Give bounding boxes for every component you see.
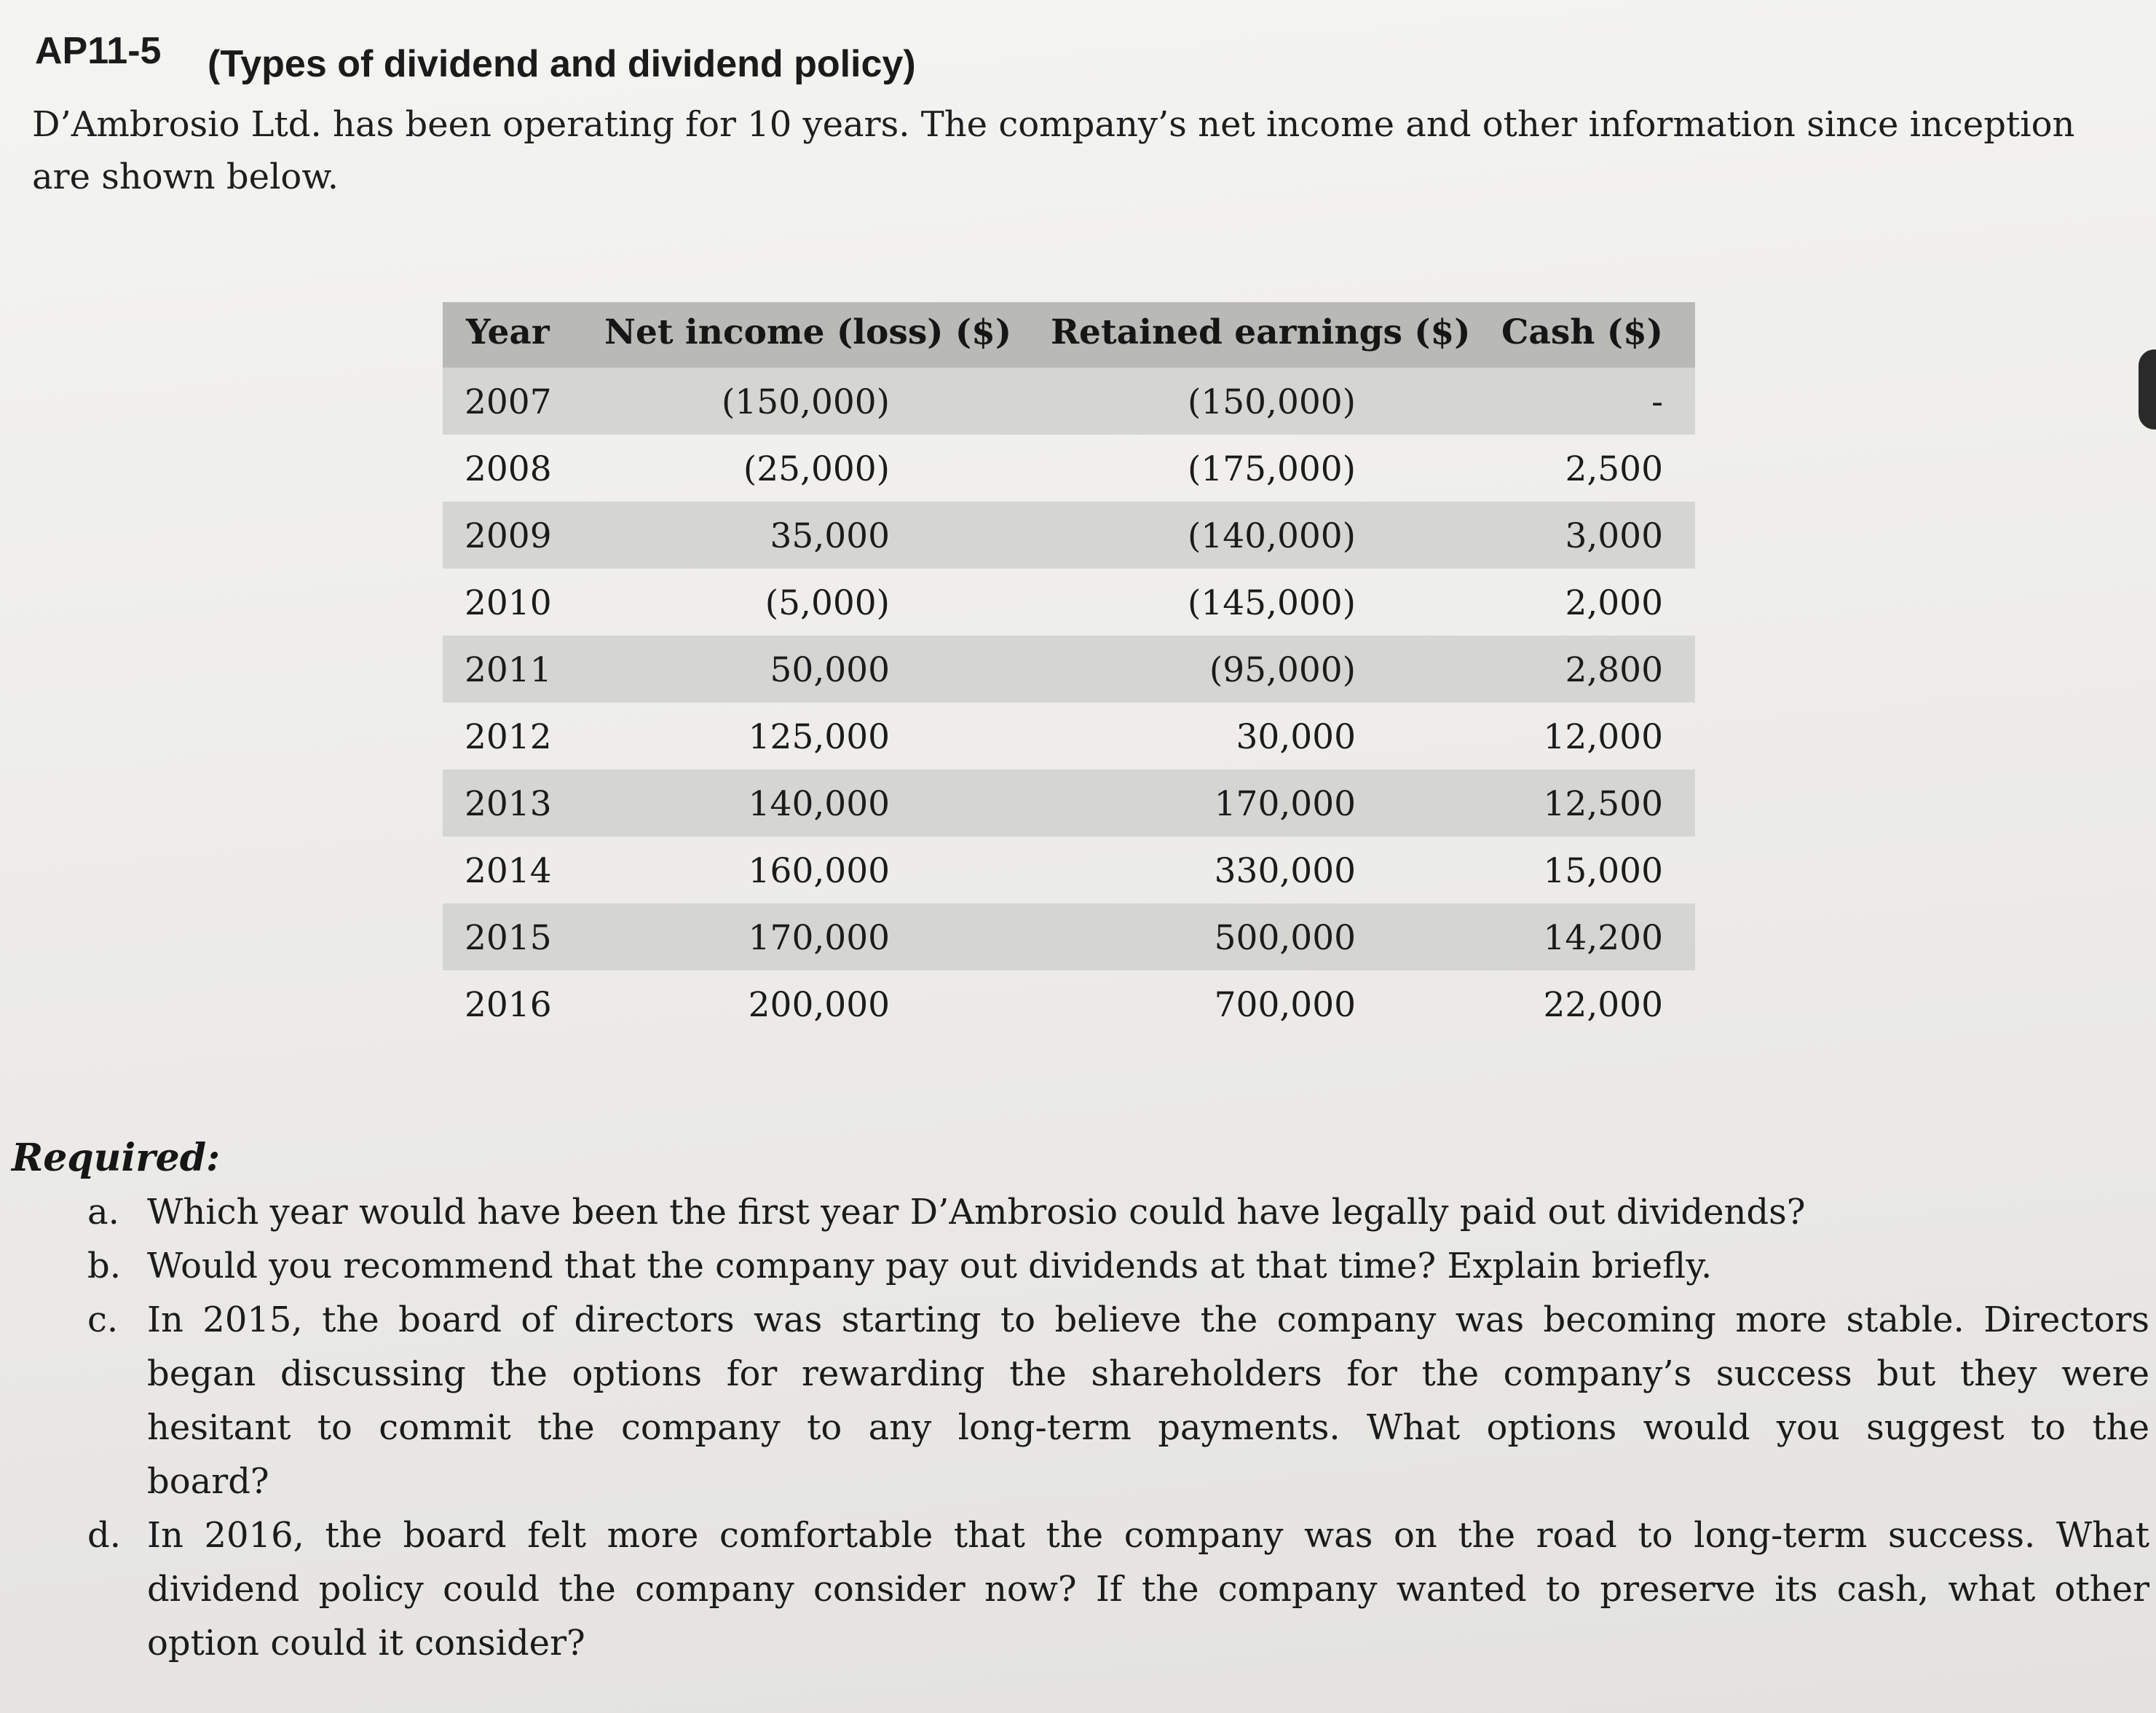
- cell-net-income: 170,000: [748, 918, 890, 958]
- problem-intro: [32, 98, 2100, 203]
- cell-cash: 15,000: [1543, 851, 1663, 891]
- question-text: [147, 1293, 2149, 1508]
- table-row: [443, 903, 1695, 970]
- page-tab-mark: [2139, 349, 2156, 430]
- financial-table: [443, 302, 1695, 1037]
- header-retained-earnings: Retained earnings ($): [1051, 312, 1471, 352]
- table-row: [443, 435, 1695, 502]
- question-line: began discussing the options for rewarding the shareholders for the company’s success but they were: [147, 1353, 2149, 1394]
- cell-year: 2015: [465, 918, 552, 958]
- question-text: [147, 1508, 2149, 1670]
- table-row: [443, 970, 1695, 1037]
- cell-retained-earnings: 500,000: [1214, 918, 1356, 958]
- question-line: board?: [147, 1461, 269, 1502]
- problem-title: (Types of dividend and dividend policy): [208, 43, 916, 85]
- cell-cash: 22,000: [1543, 985, 1663, 1025]
- cell-retained-earnings: 30,000: [1236, 717, 1356, 757]
- cell-cash: 2,800: [1565, 650, 1663, 690]
- cell-retained-earnings: 330,000: [1214, 851, 1356, 891]
- cell-cash: 2,500: [1565, 449, 1663, 489]
- cell-cash: 2,000: [1565, 583, 1663, 623]
- question-letter: b.: [87, 1246, 121, 1286]
- cell-net-income: (5,000): [765, 583, 890, 623]
- cell-cash: 3,000: [1565, 516, 1663, 556]
- question-line: option could it consider?: [147, 1623, 585, 1663]
- problem-id: AP11-5: [35, 30, 162, 72]
- question-line: In 2016, the board felt more comfortable that the company was on the road to long-term success. What: [147, 1515, 2149, 1556]
- cell-retained-earnings: (175,000): [1187, 449, 1356, 489]
- cell-net-income: 200,000: [748, 985, 890, 1025]
- cell-year: 2010: [465, 583, 552, 623]
- question-letter: a.: [87, 1192, 119, 1233]
- table-row: [443, 502, 1695, 569]
- cell-retained-earnings: (145,000): [1187, 583, 1356, 623]
- header-year: Year: [466, 312, 550, 352]
- cell-net-income: 50,000: [770, 650, 890, 690]
- cell-retained-earnings: (95,000): [1209, 650, 1356, 690]
- cell-retained-earnings: (140,000): [1187, 516, 1356, 556]
- table-row: [443, 770, 1695, 836]
- question-text: [147, 1185, 2149, 1239]
- cell-cash: 14,200: [1543, 918, 1663, 958]
- question-line: hesitant to commit the company to any long-term payments. What options would you suggest to the: [147, 1407, 2149, 1448]
- header-cash: Cash ($): [1501, 312, 1663, 352]
- table-row: [443, 569, 1695, 636]
- table-header: [443, 302, 1695, 368]
- question-letter: d.: [87, 1515, 121, 1556]
- header-net-income: Net income (loss) ($): [604, 312, 1012, 352]
- question-letter: c.: [87, 1299, 119, 1340]
- intro-line: are shown below.: [32, 157, 339, 197]
- cell-net-income: 140,000: [748, 784, 890, 824]
- question-line: Would you recommend that the company pay out dividends at that time? Explain briefly.: [147, 1246, 1713, 1286]
- required-heading: Required:: [12, 1136, 221, 1180]
- cell-cash: 12,500: [1543, 784, 1663, 824]
- cell-year: 2008: [465, 449, 552, 489]
- cell-cash: 12,000: [1543, 717, 1663, 757]
- cell-year: 2007: [465, 382, 552, 422]
- table-row: [443, 368, 1695, 435]
- cell-year: 2009: [465, 516, 552, 556]
- cell-net-income: (150,000): [721, 382, 890, 422]
- cell-year: 2014: [465, 851, 552, 891]
- cell-retained-earnings: 700,000: [1214, 985, 1356, 1025]
- cell-retained-earnings: 170,000: [1214, 784, 1356, 824]
- cell-year: 2013: [465, 784, 552, 824]
- cell-year: 2011: [465, 650, 552, 690]
- table-row: [443, 703, 1695, 770]
- cell-net-income: (25,000): [743, 449, 890, 489]
- question-line: Which year would have been the first year D’Ambrosio could have legally paid out dividends?: [147, 1192, 1806, 1233]
- cell-net-income: 35,000: [770, 516, 890, 556]
- table-row: [443, 636, 1695, 703]
- cell-year: 2016: [465, 985, 552, 1025]
- cell-retained-earnings: (150,000): [1187, 382, 1356, 422]
- question-line: In 2015, the board of directors was starting to believe the company was becoming more stable. Directors: [147, 1299, 2149, 1340]
- cell-net-income: 125,000: [748, 717, 890, 757]
- table-row: [443, 836, 1695, 903]
- cell-net-income: 160,000: [748, 851, 890, 891]
- intro-line: D’Ambrosio Ltd. has been operating for 10 years. The company’s net income and other information since inception: [32, 104, 2075, 145]
- cell-year: 2012: [465, 717, 552, 757]
- question-line: dividend policy could the company consider now? If the company wanted to preserve its cash, what other: [147, 1569, 2149, 1610]
- question-text: [147, 1239, 2149, 1293]
- cell-cash: -: [1651, 382, 1663, 422]
